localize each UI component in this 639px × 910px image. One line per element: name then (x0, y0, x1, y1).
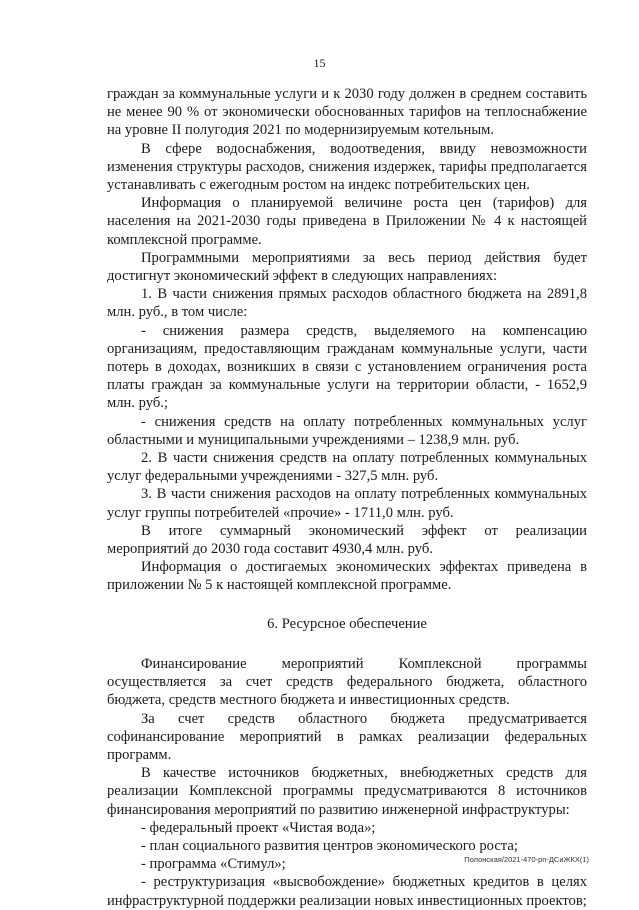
paragraph-continuation: граждан за коммунальные услуги и к 2030 году должен в среднем составить не менее 90 % от экономически обоснованных тарифов на теплоснабжение на уровне II полугодия 2021 по модернизируемым котельным. (107, 86, 587, 139)
paragraph-dash-utilities-payment: - снижения средств на оплату потребленных коммунальных услуг областными и муниципальными учреждениями – 1238,9 млн. руб. (107, 413, 587, 448)
paragraph-water-supply: В сфере водоснабжения, водоотведения, ввиду невозможности изменения структуры расходов, снижения издержек, тарифы предполагается устанавливать с ежегодным ростом на индекс потребительских цен. (107, 140, 587, 194)
paragraph-effects-appendix: Информация о достигаемых экономических эффектах приведена в приложении № 5 к настоящей комплексной программе. (107, 559, 587, 594)
document-body (107, 85, 587, 910)
paragraph-dash-compensation: - снижения размера средств, выделяемого на компенсацию организациям, предоставляющим гражданам коммунальные услуги, части потерь в доходах, возникших в связи с установлением ограничения роста платы граждан за коммунальные услуги на территории области, - 1652,9 млн. руб.; (107, 322, 587, 412)
paragraph-economic-effect-intro: Программными мероприятиями за весь период действия будет достигнут экономический эффект в следующих направлениях: (107, 249, 587, 285)
list-item-growth-centers: - план социального развития центров экономического роста; (141, 837, 518, 854)
paragraph-item-1: 1. В части снижения прямых расходов областного бюджета на 2891,8 млн. руб., в том числе: (107, 286, 587, 321)
paragraph-item-3: 3. В части снижения расходов на оплату потребленных коммунальных услуг группы потребителей «прочие» - 1711,0 млн. руб. (107, 486, 587, 521)
paragraph-financing: Финансирование мероприятий Комплексной программы осуществляется за счет средств федерального бюджета, областного бюджета, средств местного бюджета и инвестиционных средств. (107, 655, 587, 709)
paragraph-item-2: 2. В части снижения средств на оплату потребленных коммунальных услуг федеральными учреждениями - 327,5 млн. руб. (107, 450, 587, 485)
list-item-clean-water: - федеральный проект «Чистая вода»; (141, 819, 376, 836)
section-heading: 6. Ресурсное обеспечение (267, 615, 427, 632)
list-item-stimul: - программа «Стимул»; (141, 856, 286, 873)
paragraph-total-effect: В итоге суммарный экономический эффект от реализации мероприятий до 2030 года составит 4930,4 млн. руб. (107, 522, 587, 558)
paragraph-cofinancing: За счет средств областного бюджета предусматривается софинансирование мероприятий в рамках реализации федеральных программ. (107, 710, 587, 763)
paragraph-price-growth-info: Информация о планируемой величине роста цен (тарифов) для населения на 2021-2030 годы приведена в Приложении № 4 к настоящей комплексной программе. (107, 195, 587, 248)
page-number: 15 (313, 56, 326, 70)
document-footer: Полонская/2021-470-рп-ДСиЖКХ(1) (464, 855, 589, 864)
paragraph-sources: В качестве источников бюджетных, внебюджетных средств для реализации Комплексной программы предусматриваются 8 источников финансирования мероприятий по развитию инженерной инфраструктуры: (107, 765, 587, 818)
list-item-restructuring: - реструктуризация «высвобождение» бюджетных кредитов в целях инфраструктурной поддержки реализации новых инвестиционных проектов; (107, 874, 587, 909)
